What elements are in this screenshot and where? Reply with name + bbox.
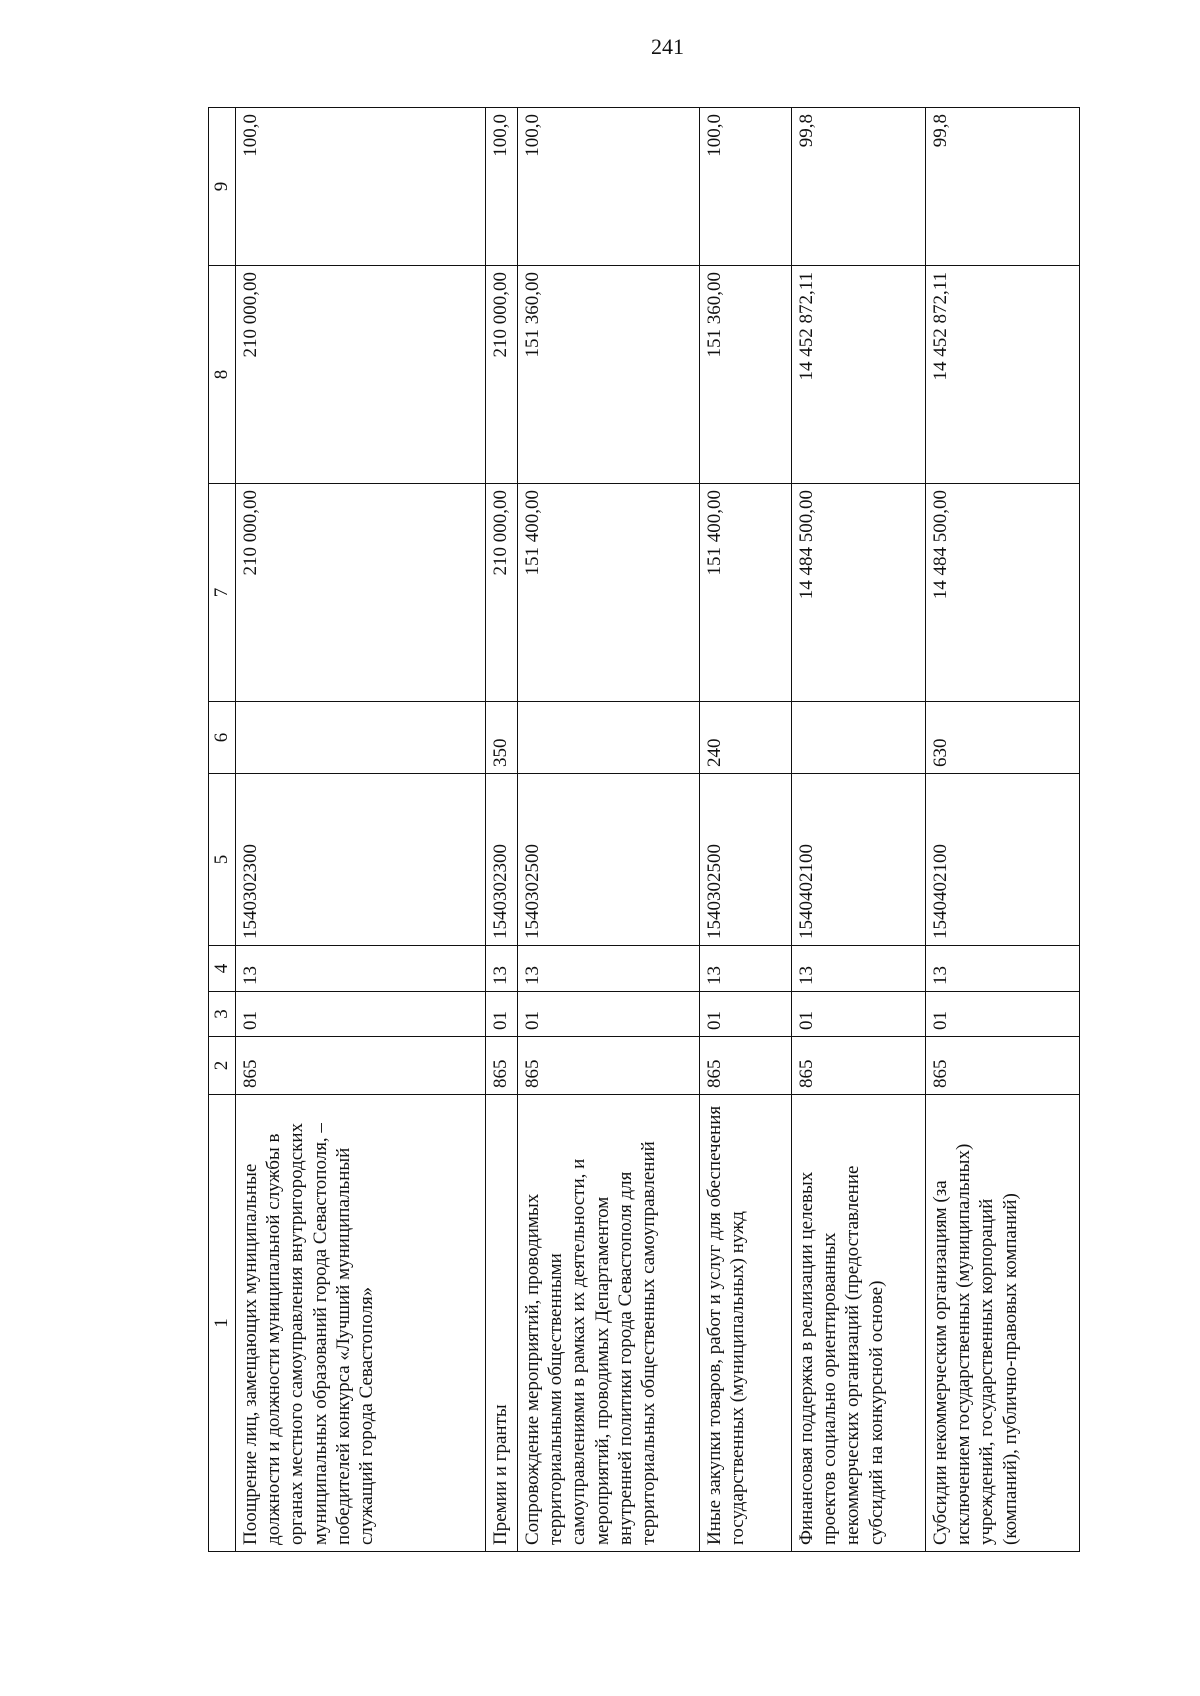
row-value-7: 14 484 500,00 bbox=[926, 484, 1080, 702]
header-col-5: 5 bbox=[209, 774, 236, 946]
row-code-5: 1540302500 bbox=[518, 774, 700, 946]
row-value-8: 210 000,00 bbox=[236, 266, 486, 484]
row-code-5: 1540302500 bbox=[700, 774, 792, 946]
row-code-3: 01 bbox=[486, 992, 518, 1037]
row-value-7: 14 484 500,00 bbox=[792, 484, 926, 702]
row-code-2: 865 bbox=[792, 1037, 926, 1095]
row-code-4: 13 bbox=[518, 946, 700, 992]
header-col-4: 4 bbox=[209, 946, 236, 992]
row-description: Премии и гранты bbox=[486, 1095, 518, 1552]
row-code-2: 865 bbox=[486, 1037, 518, 1095]
row-code-4: 13 bbox=[792, 946, 926, 992]
row-code-3: 01 bbox=[518, 992, 700, 1037]
row-value-8: 14 452 872,11 bbox=[792, 266, 926, 484]
row-description: Иные закупки товаров, работ и услуг для обеспечения государственных (муниципальных) нужд bbox=[700, 1095, 792, 1552]
page-number: 241 bbox=[651, 34, 684, 59]
row-code-6: 240 bbox=[700, 702, 792, 774]
row-value-8: 151 360,00 bbox=[518, 266, 700, 484]
header-col-1: 1 bbox=[209, 1095, 236, 1552]
row-code-4: 13 bbox=[486, 946, 518, 992]
row-code-2: 865 bbox=[926, 1037, 1080, 1095]
row-code-5: 1540302300 bbox=[486, 774, 518, 946]
row-code-6: 350 bbox=[486, 702, 518, 774]
row-value-7: 210 000,00 bbox=[236, 484, 486, 702]
row-code-3: 01 bbox=[236, 992, 486, 1037]
table-row bbox=[926, 108, 1080, 1552]
row-description: Финансовая поддержка в реализации целевых проектов социально ориентированных некоммерческих организаций (предоставление субсидий на конкурсной основе) bbox=[792, 1095, 926, 1552]
row-value-9: 100,0 bbox=[518, 108, 700, 266]
row-code-4: 13 bbox=[926, 946, 1080, 992]
header-col-2: 2 bbox=[209, 1037, 236, 1095]
row-value-7: 151 400,00 bbox=[700, 484, 792, 702]
row-value-9: 100,0 bbox=[236, 108, 486, 266]
row-code-2: 865 bbox=[518, 1037, 700, 1095]
row-value-9: 99,8 bbox=[792, 108, 926, 266]
row-description: Поощрение лиц, замещающих муниципальные должности и должности муниципальной службы в органах местного самоуправления внутригородских муниципальных образований города Севастополя, – победителей конкурса «Лучший муниципальный служащий города Севастополя» bbox=[236, 1095, 486, 1552]
row-value-8: 210 000,00 bbox=[486, 266, 518, 484]
row-code-4: 13 bbox=[236, 946, 486, 992]
table-row bbox=[792, 108, 926, 1552]
row-code-3: 01 bbox=[700, 992, 792, 1037]
table-row bbox=[236, 108, 486, 1552]
header-col-6: 6 bbox=[209, 702, 236, 774]
header-col-8: 8 bbox=[209, 266, 236, 484]
row-code-2: 865 bbox=[700, 1037, 792, 1095]
row-code-4: 13 bbox=[700, 946, 792, 992]
header-col-3: 3 bbox=[209, 992, 236, 1037]
row-value-7: 151 400,00 bbox=[518, 484, 700, 702]
row-description: Сопровождение мероприятий, проводимых территориальными общественными самоуправлениями в рамках их деятельности, и мероприятий, проводимых Департаментом внутренней политики города Севастополя для территориальных общественных самоуправлений bbox=[518, 1095, 700, 1552]
table-row bbox=[700, 108, 792, 1552]
table-row bbox=[486, 108, 518, 1552]
row-value-9: 99,8 bbox=[926, 108, 1080, 266]
header-col-9: 9 bbox=[209, 108, 236, 266]
row-code-5: 1540302300 bbox=[236, 774, 486, 946]
row-code-3: 01 bbox=[792, 992, 926, 1037]
row-code-3: 01 bbox=[926, 992, 1080, 1037]
row-description: Субсидии некоммерческим организациям (за исключением государственных (муниципальных) учреждений, государственных корпораций (компаний), публично-правовых компаний) bbox=[926, 1095, 1080, 1552]
rotated-table-wrapper bbox=[208, 108, 1080, 1552]
row-value-9: 100,0 bbox=[486, 108, 518, 266]
row-code-6 bbox=[792, 702, 926, 774]
header-row bbox=[209, 108, 236, 1552]
row-code-5: 1540402100 bbox=[792, 774, 926, 946]
row-value-8: 14 452 872,11 bbox=[926, 266, 1080, 484]
row-code-6 bbox=[518, 702, 700, 774]
budget-table bbox=[208, 107, 1080, 1552]
row-code-6 bbox=[236, 702, 486, 774]
row-value-9: 100,0 bbox=[700, 108, 792, 266]
row-code-2: 865 bbox=[236, 1037, 486, 1095]
table-row bbox=[518, 108, 700, 1552]
header-col-7: 7 bbox=[209, 484, 236, 702]
row-value-8: 151 360,00 bbox=[700, 266, 792, 484]
row-code-5: 1540402100 bbox=[926, 774, 1080, 946]
row-value-7: 210 000,00 bbox=[486, 484, 518, 702]
row-code-6: 630 bbox=[926, 702, 1080, 774]
